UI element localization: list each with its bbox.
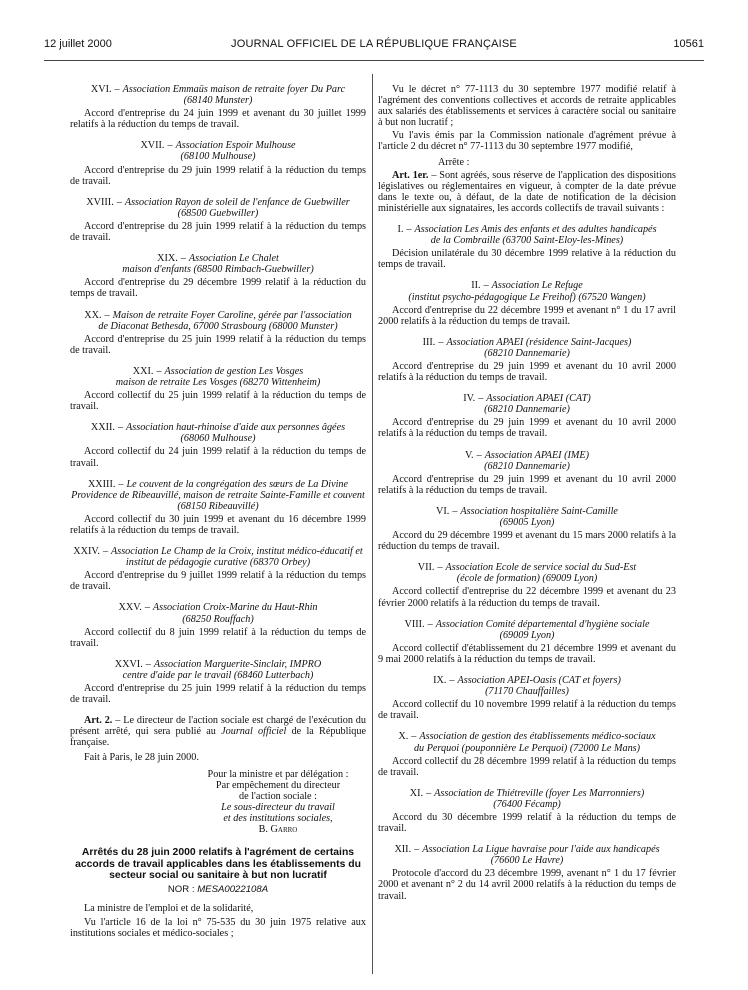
- entry-text: Accord d'entreprise du 28 juin 1999 relatif à la réduction du temps de travail.: [70, 220, 366, 244]
- entry-section: [70, 84, 366, 130]
- entry-number: XXV.: [118, 602, 142, 614]
- entry-section: [70, 422, 366, 468]
- entry-section: [378, 224, 676, 270]
- left-column: [70, 84, 366, 939]
- entry-heading-line-2: (68500 Guebwiller): [177, 207, 259, 219]
- entry-heading: [378, 619, 676, 630]
- entry-heading: [378, 675, 676, 686]
- entry-dash: –: [116, 196, 122, 208]
- entry-section: [378, 675, 676, 721]
- sig-name: B. Garro: [258, 824, 298, 836]
- entry-text: Accord collectif du 28 décembre 1999 relatif à la réduction du temps de travail.: [378, 755, 676, 778]
- entry-heading: [378, 337, 676, 348]
- column-divider: [372, 74, 373, 974]
- entry-heading-line-2: (76600 Le Havre): [490, 855, 564, 867]
- entry-dash: –: [427, 618, 433, 630]
- page-number: 10561: [673, 38, 704, 50]
- entry-heading-line-1: Association Emmaüs maison de retraite foyer Du Parc: [122, 84, 346, 95]
- entry-section: [70, 366, 366, 412]
- intro-line-1: La ministre de l'emploi et de la solidarité,: [84, 903, 254, 915]
- entry-heading-line-2: de Diaconat Bethesda, 67000 Strasbourg (68000 Munster): [98, 320, 338, 332]
- header-rule: [44, 60, 704, 61]
- entry-number: IV.: [463, 393, 476, 405]
- entry-number: VI.: [436, 505, 450, 517]
- entry-text: Accord d'entreprise du 9 juillet 1999 relatif à la réduction du temps de travail.: [70, 570, 366, 593]
- entry-heading: [70, 659, 366, 670]
- entry-section: [70, 546, 366, 592]
- entry-heading-line-1: Association de Thiétreville (foyer Les Marronniers): [434, 787, 645, 799]
- entry-number: XVII.: [140, 140, 165, 152]
- entry-heading: [70, 366, 366, 377]
- entry-dash: –: [102, 546, 109, 558]
- entry-text: Accord collectif d'établissement du 21 décembre 1999 et avenant du 9 mai 2000 relatifs à la réduction du temps de travail.: [378, 642, 676, 665]
- entry-section: [378, 393, 676, 439]
- entry-text: Accord du 29 décembre 1999 et avenant du 15 mars 2000 relatifs à la réduction du temps de travail.: [378, 530, 676, 553]
- entry-heading-line-1: Association Le Chalet: [188, 253, 279, 265]
- entry-heading-line-2: (institut psycho-pédagogique Le Freihof) (67520 Wangen): [408, 291, 646, 303]
- entry-section: [70, 310, 366, 356]
- entry-dash: –: [452, 505, 458, 517]
- entry-heading-line-1: Association Le Refuge: [491, 280, 583, 292]
- entry-text: Accord d'entreprise du 29 décembre 1999 relatif à la réduction du temps de travail.: [70, 277, 366, 300]
- entry-number: XXII.: [90, 422, 115, 434]
- entry-section: [70, 479, 366, 536]
- entry-heading-line-1: Association APAEI (résidence Saint-Jacques): [446, 336, 632, 348]
- entry-text: Décision unilatérale du 30 décembre 1999 relative à la réduction du temps de travail.: [378, 248, 676, 271]
- entry-heading-line-1: Association de gestion des établissements médico-sociaux: [419, 731, 656, 743]
- entry-dash: –: [437, 562, 443, 574]
- signature-block: [190, 769, 366, 836]
- entry-number: VIII.: [404, 618, 425, 630]
- entry-heading-line-1: Association La Ligue havraise pour l'aide aux handicapés: [422, 844, 660, 856]
- entry-heading: [378, 562, 676, 573]
- entry-number: VII.: [417, 562, 435, 574]
- entry-heading-line-1: Association Croix-Marine du Haut-Rhin: [152, 602, 318, 614]
- entry-dash: –: [406, 224, 412, 236]
- entry-heading-line-2: (76400 Fécamp): [493, 798, 561, 810]
- entry-heading: [70, 310, 366, 321]
- fait-line: Fait à Paris, le 28 juin 2000.: [84, 751, 199, 763]
- entry-number: XVIII.: [86, 196, 114, 208]
- entry-dash: –: [426, 787, 432, 799]
- vu-avis: Vu l'avis émis par la Commission nationale d'agrément prévue à l'article 2 du décret n° 77-1113 du 30 septembre 1977 modifié,: [378, 130, 676, 153]
- entry-number: III.: [422, 336, 436, 348]
- article-1: [378, 170, 676, 214]
- entry-dash: –: [438, 336, 444, 348]
- entry-heading-line-1: Association haut-rhinoise d'aide aux personnes âgées: [126, 422, 346, 434]
- entry-dash: –: [449, 675, 455, 687]
- entry-heading-line-1: Association Espoir Mulhouse: [175, 140, 296, 152]
- entry-heading-line-2: (69005 Lyon): [499, 517, 555, 528]
- entry-heading-line-2: (68250 Rouffach): [182, 613, 254, 625]
- vu-decret: Vu le décret n° 77-1113 du 30 septembre 1977 modifié relatif à l'agrément des conventions collectives et accords de retraite applicables aux salariés des établissements et services à caractère social ou sanitaire à but non lucratif ;: [378, 84, 676, 129]
- entry-number: XII.: [394, 844, 412, 856]
- entry-heading: [70, 602, 366, 613]
- entry-heading-line-1: Association Comité départemental d'hygiène sociale: [435, 618, 650, 630]
- arrete-label: Arrête :: [438, 156, 470, 168]
- nor-label: NOR :: [167, 884, 198, 896]
- entry-section: [378, 280, 676, 326]
- entry-heading-line-2: (69009 Lyon): [499, 629, 555, 641]
- entry-section: [70, 140, 366, 186]
- entry-heading-line-2: (68060 Mulhouse): [180, 433, 256, 445]
- entry-heading: [70, 140, 366, 151]
- entry-section: [378, 619, 676, 665]
- entry-heading: [378, 224, 676, 235]
- entry-number: XXVI.: [114, 658, 143, 670]
- entry-heading: [378, 731, 676, 742]
- entry-text: Accord d'entreprise du 24 juin 1999 et avenant du 30 juillet 1999 relatifs à la réduction du temps de travail.: [70, 108, 366, 131]
- entry-dash: –: [167, 140, 173, 152]
- entry-section: [378, 844, 676, 901]
- entry-heading-line-1: Association de gestion Les Vosges: [164, 365, 304, 377]
- entry-text: Accord d'entreprise du 29 juin 1999 et avenant du 10 avril 2000 relatifs à la réduction du temps de travail.: [378, 360, 676, 384]
- entry-section: [378, 450, 676, 496]
- nor-code: MESA0022108A: [197, 884, 269, 896]
- entry-text: Accord d'entreprise du 29 juin 1999 relatif à la réduction du temps de travail.: [70, 164, 366, 187]
- entry-heading-line-1: Le couvent de la congrégation des sœurs de La Divine Providence de Ribeauvillé, maison de retraite Sainte-Famille et couvent (68150 Ribeauvillé): [71, 478, 365, 512]
- entry-text: Accord d'entreprise du 29 juin 1999 et avenant du 10 avril 2000 relatifs à la réduction du temps de travail.: [378, 417, 676, 440]
- entry-heading-line-2: de la Combraille (63700 Saint-Eloy-les-Mines): [430, 235, 624, 247]
- entry-number: XI.: [409, 787, 424, 799]
- entry-number: XX.: [84, 309, 102, 321]
- entry-text: Protocole d'accord du 23 décembre 1999, avenant n° 1 du 17 février 2000 et avenant n° 2 du 14 avril 2000 relatifs à la réduction du temps de travail.: [378, 868, 676, 902]
- art2-label: Art. 2.: [84, 715, 113, 727]
- entry-heading: [70, 197, 366, 208]
- entry-heading: [378, 788, 676, 799]
- entry-heading-line-2: centre d'aide par le travail (68460 Lutterbach): [122, 669, 314, 681]
- entry-text: Accord collectif du 25 juin 1999 relatif à la réduction du temps de travail.: [70, 390, 366, 413]
- entry-heading-line-1: Association Ecole de service social du Sud-Est: [445, 562, 637, 574]
- entry-section: [70, 197, 366, 243]
- entry-heading-line-1: Association hospitalière Saint-Camille: [460, 505, 618, 517]
- art1-label: Art. 1er.: [392, 169, 429, 181]
- entry-section: [378, 788, 676, 834]
- art1-text: – Sont agréés, sous réserve de l'application des dispositions législatives ou réglementaires en vigueur, à compter de la date prévue dans le texte ou, à défaut, de la date de notification de la décision ministérielle aux signataires, les accords collectifs de travail suivants :: [378, 169, 676, 214]
- issue-date: 12 juillet 2000: [44, 38, 112, 50]
- entry-number: I.: [397, 224, 404, 236]
- intro-line-2: Vu l'article 16 de la loi n° 75-535 du 30 juin 1975 relative aux institutions sociales et médico-sociales ;: [70, 916, 366, 939]
- entry-text: Accord du 30 décembre 1999 relatif à la réduction du temps de travail.: [378, 811, 676, 835]
- entry-text: Accord collectif d'entreprise du 22 décembre 1999 et avenant du 23 février 2000 relatifs à la réduction du temps de travail.: [378, 586, 676, 609]
- entry-heading-line-2: du Perquoi (pouponnière Le Perquoi) (72000 Le Mans): [413, 742, 641, 754]
- sig-line-4: Le sous-directeur du travail: [221, 801, 335, 813]
- entry-heading-line-1: Association Rayon de soleil de l'enfance de Guebwiller: [124, 196, 350, 208]
- entry-heading-line-1: Association Les Amis des enfants et des adultes handicapés: [414, 224, 657, 236]
- left-entries: [70, 84, 366, 705]
- entry-heading: [378, 450, 676, 461]
- entry-text: Accord collectif du 8 juin 1999 relatif à la réduction du temps de travail.: [70, 626, 366, 649]
- entry-section: [378, 562, 676, 608]
- entry-heading: [70, 253, 366, 264]
- entry-text: Accord collectif du 24 juin 1999 relatif à la réduction du temps de travail.: [70, 446, 366, 469]
- entry-dash: –: [114, 84, 120, 95]
- entry-dash: –: [180, 253, 186, 265]
- entry-section: [378, 731, 676, 777]
- entry-heading-line-2: (68210 Dannemarie): [484, 347, 570, 359]
- art2-end: de la République française.: [70, 726, 367, 749]
- art2-journal: Journal officiel: [221, 726, 287, 738]
- entry-dash: –: [156, 365, 162, 377]
- entry-number: IX.: [433, 675, 447, 687]
- entry-number: V.: [465, 449, 474, 461]
- entry-heading-line-1: Association APEI-Oasis (CAT et foyers): [457, 675, 621, 687]
- entry-heading-line-1: Association Marguerite-Sinclair, IMPRO: [153, 658, 322, 670]
- entry-heading: [70, 546, 366, 568]
- entry-dash: –: [145, 658, 151, 670]
- sig-line-2: Par empêchement du directeur: [215, 779, 341, 791]
- entry-section: [70, 253, 366, 299]
- entry-section: [378, 506, 676, 552]
- entry-heading: [378, 393, 676, 404]
- page-header: [44, 36, 704, 54]
- entry-section: [70, 659, 366, 705]
- art2-text: – Le directeur de l'action sociale est chargé de l'exécution du présent arrêté, qui sera publié au: [70, 715, 366, 738]
- sig-line-3: de l'action sociale :: [239, 790, 317, 802]
- entry-text: Accord d'entreprise du 29 juin 1999 et avenant du 10 avril 2000 relatifs à la réduction du temps de travail.: [378, 473, 676, 496]
- entry-number: XIX.: [157, 253, 178, 265]
- entry-heading-line-1: Association Le Champ de la Croix, institut médico-éducatif et institut de pédagogie curative (68370 Orbey): [111, 546, 363, 569]
- entry-heading-line-2: (68210 Dannemarie): [484, 404, 570, 416]
- entry-section: [70, 602, 366, 648]
- entry-heading-line-2: (68140 Munster): [183, 95, 253, 107]
- right-entries: [378, 224, 676, 902]
- entry-heading-line-2: (68210 Dannemarie): [484, 460, 570, 472]
- entry-heading-line-1: Maison de retraite Foyer Caroline, gérée par l'association: [112, 309, 352, 321]
- entry-number: XVI.: [90, 84, 112, 95]
- entry-number: II.: [471, 280, 481, 292]
- entry-heading-line-2: (68100 Mulhouse): [180, 151, 256, 163]
- entry-heading: [70, 84, 366, 95]
- journal-title: JOURNAL OFFICIEL DE LA RÉPUBLIQUE FRANÇAISE: [231, 38, 517, 50]
- entry-dash: –: [476, 449, 482, 461]
- arrete-title: Arrêtés du 28 juin 2000 relatifs à l'agrément de certains accords de travail applicables dans les établissements du secteur social ou sanitaire à but non lucratif: [75, 847, 361, 881]
- entry-text: Accord collectif du 30 juin 1999 et avenant du 16 décembre 1999 relatifs à la réduction du temps de travail.: [70, 513, 366, 536]
- entry-number: X.: [398, 731, 409, 743]
- entry-dash: –: [104, 309, 110, 321]
- article-2: [70, 715, 366, 748]
- entry-text: Accord d'entreprise du 25 juin 1999 relatif à la réduction du temps de travail.: [70, 333, 366, 356]
- entry-heading-line-2: (71170 Chauffailles): [485, 686, 569, 698]
- entry-dash: –: [144, 602, 150, 614]
- entry-heading: [70, 479, 366, 512]
- entry-section: [378, 337, 676, 383]
- sig-line-5: et des institutions sociales,: [223, 812, 333, 824]
- entry-heading-line-1: Association APAEI (CAT): [486, 393, 591, 405]
- nor-line: [70, 884, 366, 895]
- sig-line-1: Pour la ministre et par délégation :: [207, 768, 349, 780]
- entry-text: Accord collectif du 10 novembre 1999 relatif à la réduction du temps de travail.: [378, 699, 676, 722]
- entry-text: Accord d'entreprise du 25 juin 1999 relatif à la réduction du temps de travail.: [70, 683, 366, 706]
- entry-dash: –: [117, 422, 124, 434]
- entry-heading: [378, 844, 676, 855]
- entry-heading-line-2: (école de formation) (69009 Lyon): [456, 573, 598, 585]
- entry-number: XXIII.: [87, 478, 116, 490]
- entry-heading: [70, 422, 366, 433]
- entry-heading: [378, 506, 676, 517]
- entry-number: XXI.: [132, 365, 154, 377]
- entry-heading-line-1: Association APAEI (IME): [484, 449, 589, 461]
- entry-heading-line-2: maison de retraite Les Vosges (68270 Wittenheim): [115, 376, 321, 388]
- entry-dash: –: [478, 393, 484, 405]
- entry-heading: [378, 280, 676, 291]
- entry-number: XXIV.: [73, 546, 100, 558]
- right-column: [378, 84, 676, 912]
- entry-dash: –: [483, 280, 489, 292]
- entry-heading-line-2: maison d'enfants (68500 Rimbach-Guebwiller): [122, 264, 314, 276]
- entry-dash: –: [118, 478, 124, 490]
- entry-dash: –: [414, 844, 420, 856]
- entry-text: Accord d'entreprise du 22 décembre 1999 et avenant n° 1 du 17 avril 2000 relatifs à la réduction du temps de travail.: [378, 304, 676, 327]
- entry-dash: –: [411, 731, 417, 743]
